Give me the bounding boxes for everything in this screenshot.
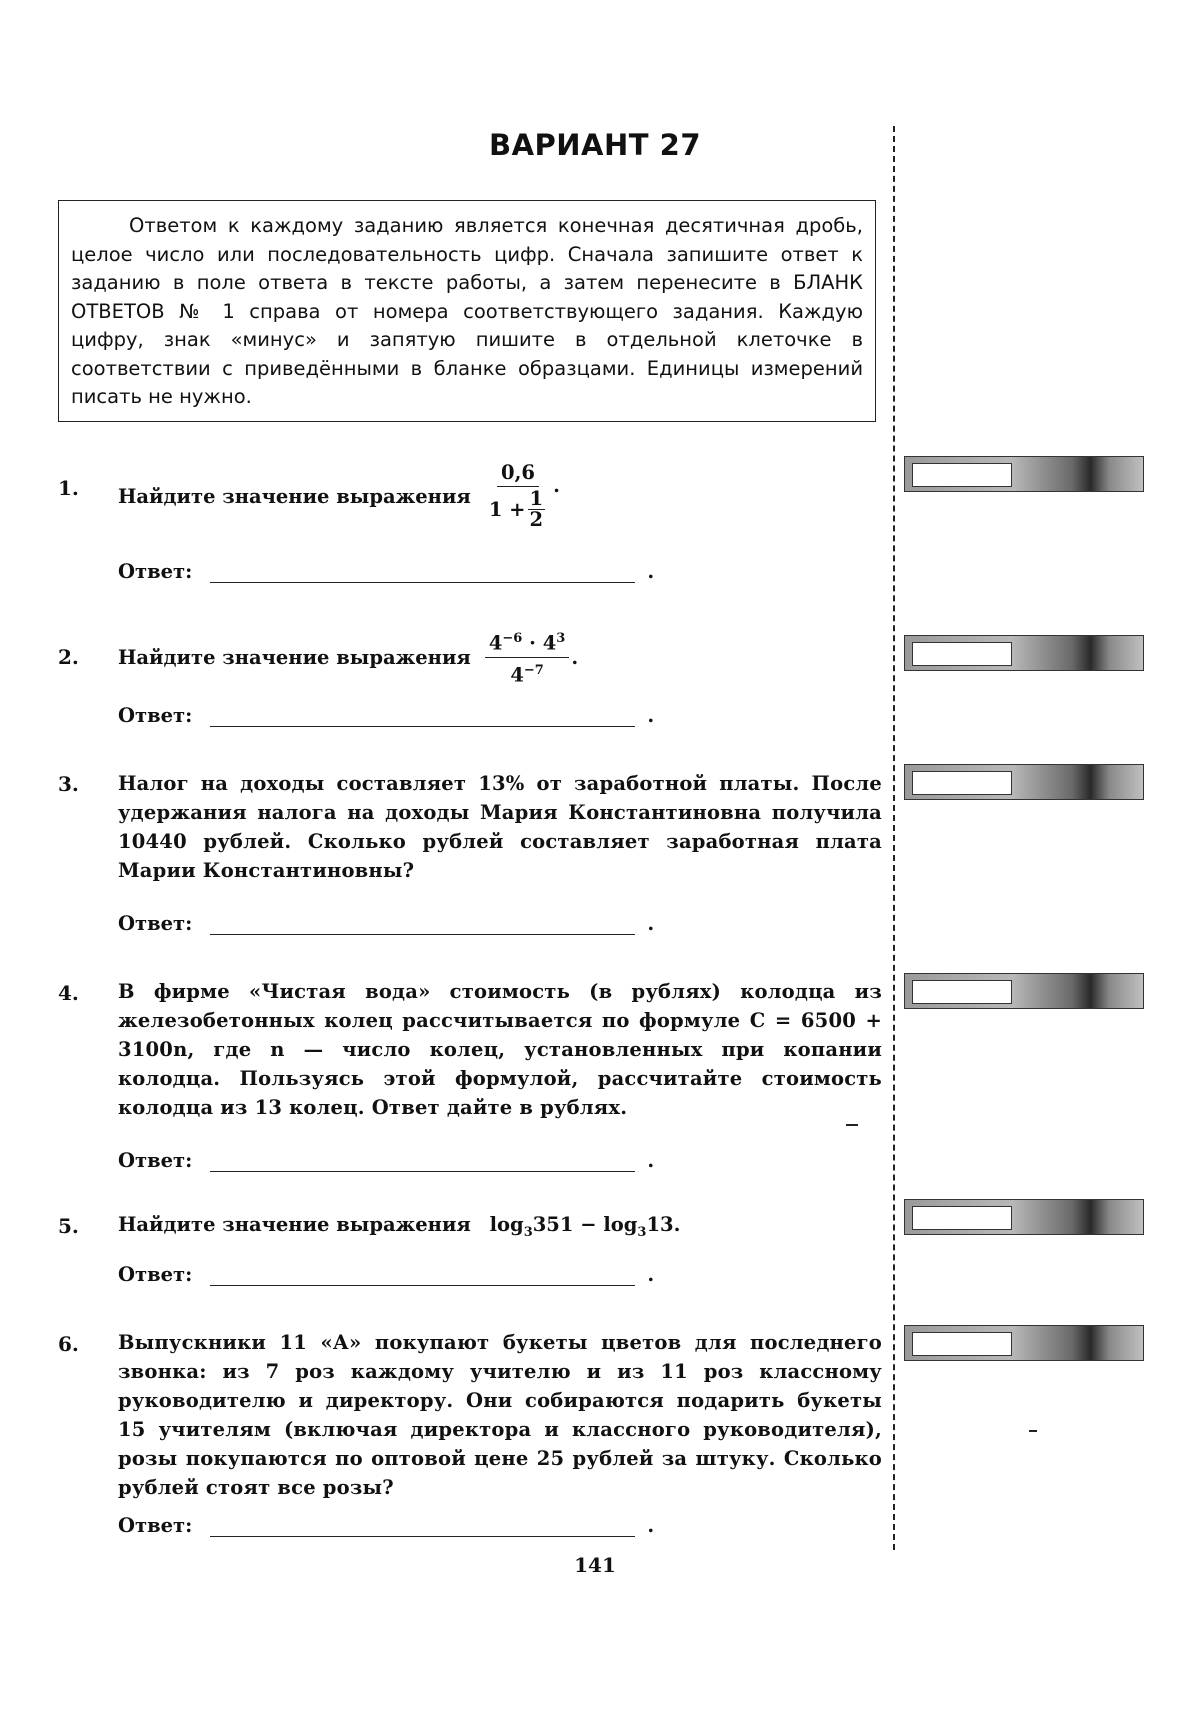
answer-field[interactable] <box>210 706 635 727</box>
task-4-answer <box>118 1149 654 1172</box>
stray-mark <box>846 1124 858 1126</box>
task-2-denominator <box>506 658 548 687</box>
answer-box-3[interactable] <box>904 764 1144 800</box>
task-4-text: В фирме «Чистая вода» стоимость (в рублях) колодца из железобетонных колец рассчитывается по формуле C = 6500 + 3100n, где n — число колец, установленных при копании колодца. Пользуясь этой формулой, рассчитайте стоимость колодца из 13 колец. Ответ дайте в рублях. <box>118 980 882 1119</box>
answer-box-5[interactable] <box>904 1199 1144 1235</box>
stray-mark <box>1029 1430 1037 1432</box>
task-1-inner-num: 1 <box>529 487 544 510</box>
task-3-number: 3. <box>58 772 79 796</box>
task-4-number: 4. <box>58 981 79 1005</box>
task-1-prompt: Найдите значение выражения <box>118 484 471 508</box>
answer-field[interactable] <box>210 562 635 583</box>
answer-dot: . <box>647 912 655 935</box>
answer-label: Ответ: <box>118 560 193 583</box>
task-1-numerator: 0,6 <box>497 462 539 487</box>
task-5-arg-1: 351 − log <box>532 1213 638 1236</box>
task-1-denominator <box>485 487 551 530</box>
task-1-den-whole: 1 + <box>488 497 526 521</box>
answer-field[interactable] <box>210 1151 635 1172</box>
task-2-end: . <box>571 645 579 669</box>
task-1-fraction <box>485 462 551 530</box>
task-1-text <box>118 462 560 530</box>
cut-line <box>893 126 895 1550</box>
task-2-text <box>118 628 578 686</box>
task-2-answer <box>118 704 654 727</box>
answer-dot: . <box>647 1149 655 1172</box>
answer-box-4[interactable] <box>904 973 1144 1009</box>
answer-dot: . <box>647 1263 655 1286</box>
answer-box-1[interactable] <box>904 456 1144 492</box>
task-2-num-exp-2: 3 <box>556 631 566 646</box>
task-5-base-1: 3 <box>523 1224 533 1240</box>
task-2-fraction <box>485 628 570 686</box>
answer-label: Ответ: <box>118 1514 193 1537</box>
task-2-den-exp: −7 <box>523 662 544 678</box>
answer-label: Ответ: <box>118 912 193 935</box>
page-number: 141 <box>574 1553 616 1577</box>
answer-box-4-cell[interactable] <box>912 980 1012 1004</box>
task-1-inner-fraction <box>528 489 546 530</box>
answer-label: Ответ: <box>118 1149 193 1172</box>
answer-box-6-cell[interactable] <box>912 1332 1012 1356</box>
task-3-text: Налог на доходы составляет 13% от заработной платы. После удержания налога на доходы Мария Константиновна получила 10440 рублей. Сколько рублей составляет заработная плата Марии Константиновны? <box>118 772 882 882</box>
answer-box-2[interactable] <box>904 635 1144 671</box>
task-6-text: Выпускники 11 «А» покупают букеты цветов для последнего звонка: из 7 роз каждому учителю и из 11 роз классному руководителю и директору. Они собираются подарить букеты 15 учителям (включая директора и классного руководителя), розы покупаются по оптовой цене 25 рублей за штуку. Сколько рублей стоят все розы? <box>118 1331 882 1499</box>
task-5-prompt: Найдите значение выражения <box>118 1213 471 1236</box>
answer-box-1-cell[interactable] <box>912 463 1012 487</box>
task-5-arg-2: 13 <box>646 1213 674 1236</box>
task-5-end: . <box>673 1213 681 1236</box>
answer-box-5-cell[interactable] <box>912 1206 1012 1230</box>
task-5-log-1: log <box>489 1213 524 1236</box>
task-2-prompt: Найдите значение выражения <box>118 645 471 669</box>
answer-dot: . <box>647 1514 655 1537</box>
task-1-inner-den: 2 <box>529 508 544 531</box>
answer-dot: . <box>647 704 655 727</box>
answer-label: Ответ: <box>118 1263 193 1286</box>
task-2-num-mid: · 4 <box>522 631 557 655</box>
task-6-answer <box>118 1514 654 1537</box>
task-2-number: 2. <box>58 645 79 669</box>
task-1-number: 1. <box>58 476 79 500</box>
task-1-end: . <box>553 473 560 497</box>
task-6-number: 6. <box>58 1332 79 1356</box>
instructions-box: Ответом к каждому заданию является конечная десятичная дробь, целое число или последовательность цифр. Сначала запишите ответ к заданию в поле ответа в тексте работы, а затем перенесите в БЛАНК ОТВЕТОВ № 1 справа от номера соответствующего задания. Каждую цифру, знак «минус» и запятую пишите в отдельной клеточке в соответствии с приведёнными в бланке образцами. Единицы измерений писать не нужно. <box>58 200 876 422</box>
answer-label: Ответ: <box>118 704 193 727</box>
task-2-numerator <box>485 628 570 658</box>
task-5-number: 5. <box>58 1214 79 1238</box>
answer-field[interactable] <box>210 914 635 935</box>
answer-dot: . <box>647 560 655 583</box>
task-3-answer <box>118 912 654 935</box>
task-1-answer <box>118 560 654 583</box>
page-title: ВАРИАНТ 27 <box>488 128 702 162</box>
answer-box-3-cell[interactable] <box>912 771 1012 795</box>
answer-box-2-cell[interactable] <box>912 642 1012 666</box>
task-5-text <box>118 1213 680 1240</box>
task-5-answer <box>118 1263 654 1286</box>
answer-field[interactable] <box>210 1265 635 1286</box>
task-2-num-exp-1: −6 <box>502 631 523 646</box>
task-2-num-base-1: 4 <box>488 631 503 655</box>
task-5-base-2: 3 <box>637 1224 647 1240</box>
task-2-den-base: 4 <box>510 663 524 686</box>
answer-field[interactable] <box>210 1516 635 1537</box>
answer-box-6[interactable] <box>904 1325 1144 1361</box>
